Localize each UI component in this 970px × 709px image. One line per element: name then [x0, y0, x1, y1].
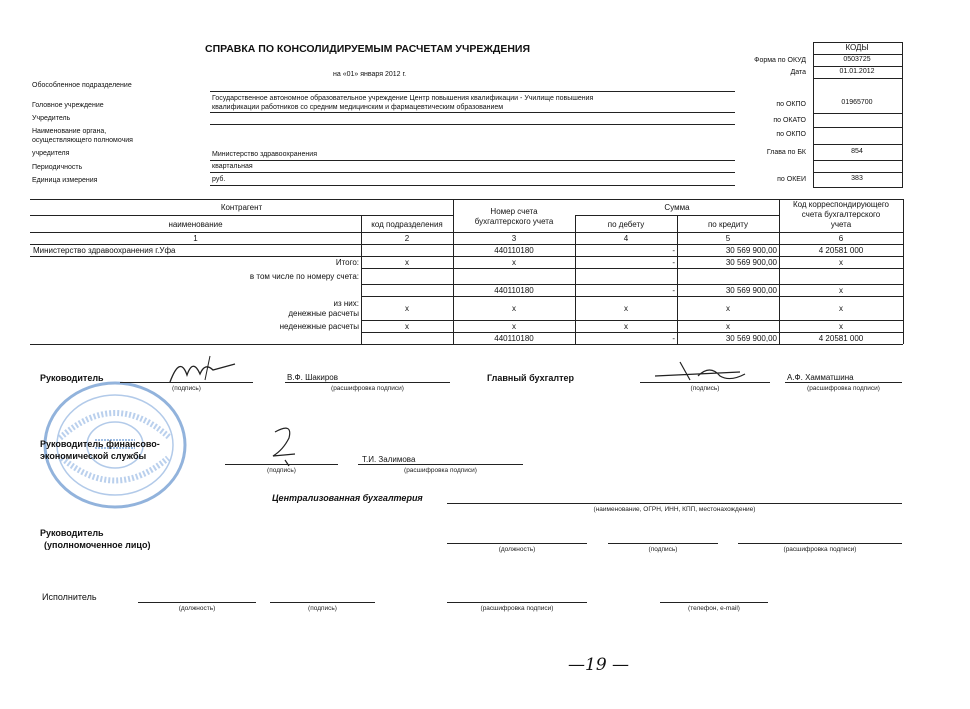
col-num-5: 5 — [725, 234, 731, 243]
row-name: денежные расчеты — [288, 309, 359, 318]
okei-label: по ОКЕИ — [777, 176, 806, 183]
okpo2-label: по ОКПО — [776, 131, 806, 138]
row-corr: x — [839, 322, 843, 331]
col-num-1: 1 — [193, 234, 198, 243]
row-account: 440110180 — [494, 334, 534, 343]
row-account: 440110180 — [494, 246, 534, 255]
executor-decode-caption: (расшифровка подписи) — [480, 605, 554, 612]
okud-label: Форма по ОКУД — [754, 57, 806, 64]
finance-decode-caption: (расшифровка подписи) — [404, 467, 477, 474]
header-corr-1: Код корреспондирующего — [792, 200, 890, 209]
row-debit: x — [624, 304, 628, 313]
finance-head-label-1: Руководитель финансово- — [40, 439, 160, 449]
executor-signature-caption: (подпись) — [308, 605, 337, 612]
row-credit: x — [726, 304, 730, 313]
row-corr: x — [839, 304, 843, 313]
okato-label: по ОКАТО — [773, 117, 806, 124]
row-debit: - — [672, 334, 675, 343]
head-value-line2: квалификации работников со средним медицинским и фармацевтическим образованием — [212, 104, 504, 111]
head-label: Руководитель — [40, 373, 104, 383]
finance-head-name: Т.И. Залимова — [362, 455, 416, 464]
col-num-6: 6 — [838, 234, 844, 243]
header-name: наименование — [168, 220, 223, 229]
chief-signature-caption: (подпись) — [690, 385, 720, 392]
row-debit: x — [624, 322, 628, 331]
col-num-4: 4 — [623, 234, 629, 243]
row-corr: 4 20581 000 — [818, 334, 864, 343]
header-contragent: Контрагент — [220, 203, 263, 212]
row-credit: 30 569 900,00 — [725, 258, 777, 267]
bk-label: Глава по БК — [766, 149, 806, 156]
head-value-line1: Государственное автономное образовательное учреждение Центр повышения квалификации - Училище повышения — [212, 95, 594, 102]
central-accounting-caption: (наименование, ОГРН, ИНН, КПП, местонахождение) — [593, 506, 756, 513]
chief-decode-caption: (расшифровка подписи) — [807, 385, 880, 392]
okud-value: 0503725 — [843, 56, 871, 63]
report-date: на «01» января 2012 г. — [333, 71, 407, 78]
header-corr-3: учета — [830, 220, 852, 229]
header-sum: Сумма — [664, 203, 690, 212]
row-subdivision: x — [405, 258, 409, 267]
finance-signature-caption: (подпись) — [267, 467, 296, 474]
head-signature-icon — [165, 350, 240, 390]
header-debit: по дебету — [607, 220, 645, 229]
okpo-value: 01965700 — [841, 99, 873, 106]
subdivision-label: Обособленное подразделение — [32, 82, 132, 89]
head-decode-caption: (расшифровка подписи) — [331, 385, 404, 392]
executor-label: Исполнитель — [42, 592, 97, 602]
okei-value: 383 — [851, 175, 863, 182]
header-credit: по кредиту — [707, 220, 749, 229]
chief-accountant-name: А.Ф. Хамматшина — [787, 373, 854, 382]
periodicity-value: квартальная — [212, 163, 253, 170]
bk-value: 854 — [851, 148, 863, 155]
finance-signature-icon — [265, 420, 310, 468]
row-account: x — [512, 304, 516, 313]
row-debit: - — [672, 246, 675, 255]
organ-label-3: учредителя — [32, 150, 70, 157]
head-label: Головное учреждение — [32, 102, 104, 109]
header-account-2: бухгалтерского учета — [474, 217, 554, 226]
row-name: Министерство здравоохранения г.Уфа — [33, 246, 176, 255]
authorized-position-caption: (должность) — [498, 546, 536, 553]
row-name: неденежные расчеты — [279, 322, 359, 331]
page-number: —19 — — [568, 655, 630, 675]
okpo-label: по ОКПО — [776, 101, 806, 108]
codes-header: КОДЫ — [845, 43, 869, 52]
head-signature-caption: (подпись) — [172, 385, 201, 392]
col-num-2: 2 — [404, 234, 410, 243]
authorized-decode-caption: (расшифровка подписи) — [783, 546, 857, 553]
authorized-label-1: Руководитель — [40, 528, 104, 538]
organ-label-1: Наименование органа, — [32, 128, 107, 135]
row-debit: - — [672, 258, 675, 267]
header-account-1: Номер счета — [490, 207, 538, 216]
row-credit: 30 569 900,00 — [725, 246, 777, 255]
authorized-label-2: (уполномоченное лицо) — [44, 540, 151, 550]
unit-label: Единица измерения — [32, 177, 98, 184]
founder-label: Учредитель — [32, 115, 71, 122]
col-num-3: 3 — [511, 234, 517, 243]
authorized-signature-caption: (подпись) — [648, 546, 678, 553]
executor-position-caption: (должность) — [178, 605, 216, 612]
row-corr: x — [839, 258, 843, 267]
organ-value: Министерство здравоохранения — [212, 151, 317, 158]
central-accounting-label: Централизованная бухгалтерия — [272, 493, 423, 503]
page-title: СПРАВКА ПО КОНСОЛИДИРУЕМЫМ РАСЧЕТАМ УЧРЕЖДЕНИЯ — [205, 43, 531, 55]
row-name: в том числе по номеру счета: — [249, 272, 359, 281]
finance-head-label-2: экономической службы — [40, 451, 147, 461]
organ-label-2: осуществляющего полномочия — [32, 137, 133, 144]
date-label: Дата — [790, 69, 806, 76]
row-account: 440110180 — [494, 286, 534, 295]
row-account: x — [512, 258, 516, 267]
chief-accountant-label: Главный бухгалтер — [487, 373, 575, 383]
row-credit: x — [726, 322, 730, 331]
row-corr: 4 20581 000 — [818, 246, 864, 255]
row-credit: 30 569 900,00 — [725, 286, 777, 295]
row-account: x — [512, 322, 516, 331]
date-value: 01.01.2012 — [839, 68, 875, 75]
chief-signature-icon — [650, 358, 750, 386]
header-subdivision: код подразделения — [371, 220, 443, 229]
row-corr: x — [839, 286, 843, 295]
executor-phone-caption: (телефон, e-mail) — [688, 605, 740, 612]
row-subdivision: x — [405, 304, 409, 313]
row-debit: - — [672, 286, 675, 295]
unit-value: руб. — [212, 176, 226, 183]
header-corr-2: счета бухгалтерского — [801, 210, 881, 219]
row-credit: 30 569 900,00 — [725, 334, 777, 343]
row-name: Итого: — [335, 258, 359, 267]
head-name: В.Ф. Шакиров — [287, 373, 338, 382]
row-subdivision: x — [405, 322, 409, 331]
row-name: из них: — [333, 299, 359, 308]
periodicity-label: Периодичность — [32, 164, 83, 171]
